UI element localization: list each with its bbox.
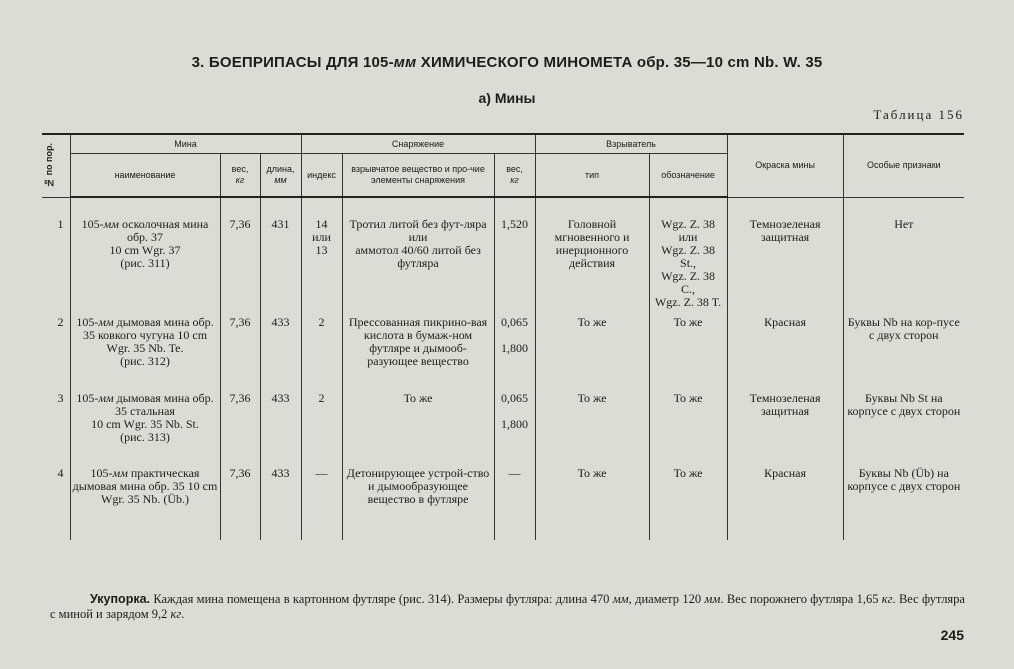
col-charge-index-header: индекс [301,154,342,198]
table-row [42,314,964,390]
fuze-type: То же [535,390,649,465]
table-row [42,390,964,465]
mine-color: Красная [727,465,843,540]
col-fuze-designation-header: обозначение [649,154,727,198]
packaging-note: Укупорка. Каждая мина помещена в картонном футляре (рис. 314). Размеры футляра: длина 470 мм, диаметр 120 мм. Вес порожнего футляра 1,65 кг. Вес футляра с миной и зарядом 9,2 кг. [50,592,965,621]
fuze-designation: То же [649,314,727,390]
charge-weight: — [494,465,535,540]
page-number: 245 [940,627,964,643]
special-features: Буквы Nb на кор-пусе с двух сторон [843,314,964,390]
special-features: Буквы Nb St на корпусе с двух сторон [843,390,964,465]
fuze-designation: То же [649,465,727,540]
row-num: 2 [57,315,64,329]
mine-name: 105-мм осколочная мина обр. 37 10 cm Wgr. 37 (рис. 311) [70,197,220,314]
mine-length: 433 [260,465,301,540]
mine-weight: 7,36 [220,390,260,465]
special-features: Нет [843,197,964,314]
charge-index: 2 [301,390,342,465]
charge-weight: 0,065 1,800 [494,390,535,465]
fuze-designation: То же [649,390,727,465]
special-features: Буквы Nb (Üb) на корпусе с двух сторон [843,465,964,540]
col-charge-header: Снаряжение [301,134,535,154]
charge-index: — [301,465,342,540]
mine-color: Темнозеленая защитная [727,197,843,314]
row-num: 3 [57,391,64,405]
charge-substance: Прессованная пикрино-вая кислота в бумаж-ном футляре и дымооб-разующее вещество [342,314,494,390]
title-unit: мм [393,54,417,71]
section-title: 3. БОЕПРИПАСЫ ДЛЯ 105-мм ХИМИЧЕСКОГО МИНОМЕТА обр. 35—10 cm Nb. W. 35 [191,54,823,71]
mine-length: 431 [260,197,301,314]
mine-weight: 7,36 [220,314,260,390]
col-mine-length-header: длина, мм [260,154,301,198]
mine-length: 433 [260,314,301,390]
col-mine-weight-header: вес, кг [220,154,260,198]
mine-name: 105-мм дымовая мина обр. 35 ковкого чугуна 10 cm Wgr. 35 Nb. Te. (рис. 312) [70,314,220,390]
table-row [42,465,964,540]
mine-color: Красная [727,314,843,390]
fuze-type: То же [535,465,649,540]
mine-color: Темнозеленая защитная [727,390,843,465]
charge-index: 2 [301,314,342,390]
col-charge-substance-header: взрывчатое вещество и про-чие элементы снаряжения [342,154,494,198]
packaging-label: Укупорка. [90,592,151,606]
charge-weight: 0,065 1,800 [494,314,535,390]
col-fuze-type-header: тип [535,154,649,198]
mine-name: 105-мм дымовая мина обр. 35 стальная 10 cm Wgr. 35 Nb. St. (рис. 313) [70,390,220,465]
col-num-header: № по пор. [42,134,70,197]
table-label: Таблица 156 [873,107,964,122]
charge-weight: 1,520 [494,197,535,314]
fuze-type: То же [535,314,649,390]
charge-substance: Детонирующее устрой-ство и дымообразующее вещество в футляре [342,465,494,540]
col-mine-name-header: наименование [70,154,220,198]
charge-substance: То же [342,390,494,465]
fuze-type: Головной мгновенного и инерционного действия [535,197,649,314]
charge-substance: Тротил литой без фут-ляра или аммотол 40/60 литой без футляра [342,197,494,314]
col-fuze-header: Взрыватель [535,134,727,154]
row-num: 4 [57,466,64,480]
mine-weight: 7,36 [220,197,260,314]
mine-length: 433 [260,390,301,465]
ammunition-table [42,133,964,540]
col-charge-weight-header: вес, кг [494,154,535,198]
mine-weight: 7,36 [220,465,260,540]
table-row [42,197,964,314]
subsection-title: а) Мины [478,90,536,106]
charge-index: 14 или 13 [301,197,342,314]
row-num: 1 [57,216,64,231]
col-features-header: Особые признаки [843,134,964,197]
col-mine-header: Мина [70,134,301,154]
col-color-header: Окраска мины [727,134,843,197]
fuze-designation: Wgz. Z. 38 или Wgz. Z. 38 St., Wgz. Z. 38 C., Wgz. Z. 38 T. [649,197,727,314]
mine-name: 105-мм практическая дымовая мина обр. 35 10 cm Wgr. 35 Nb. (Üb.) [70,465,220,540]
